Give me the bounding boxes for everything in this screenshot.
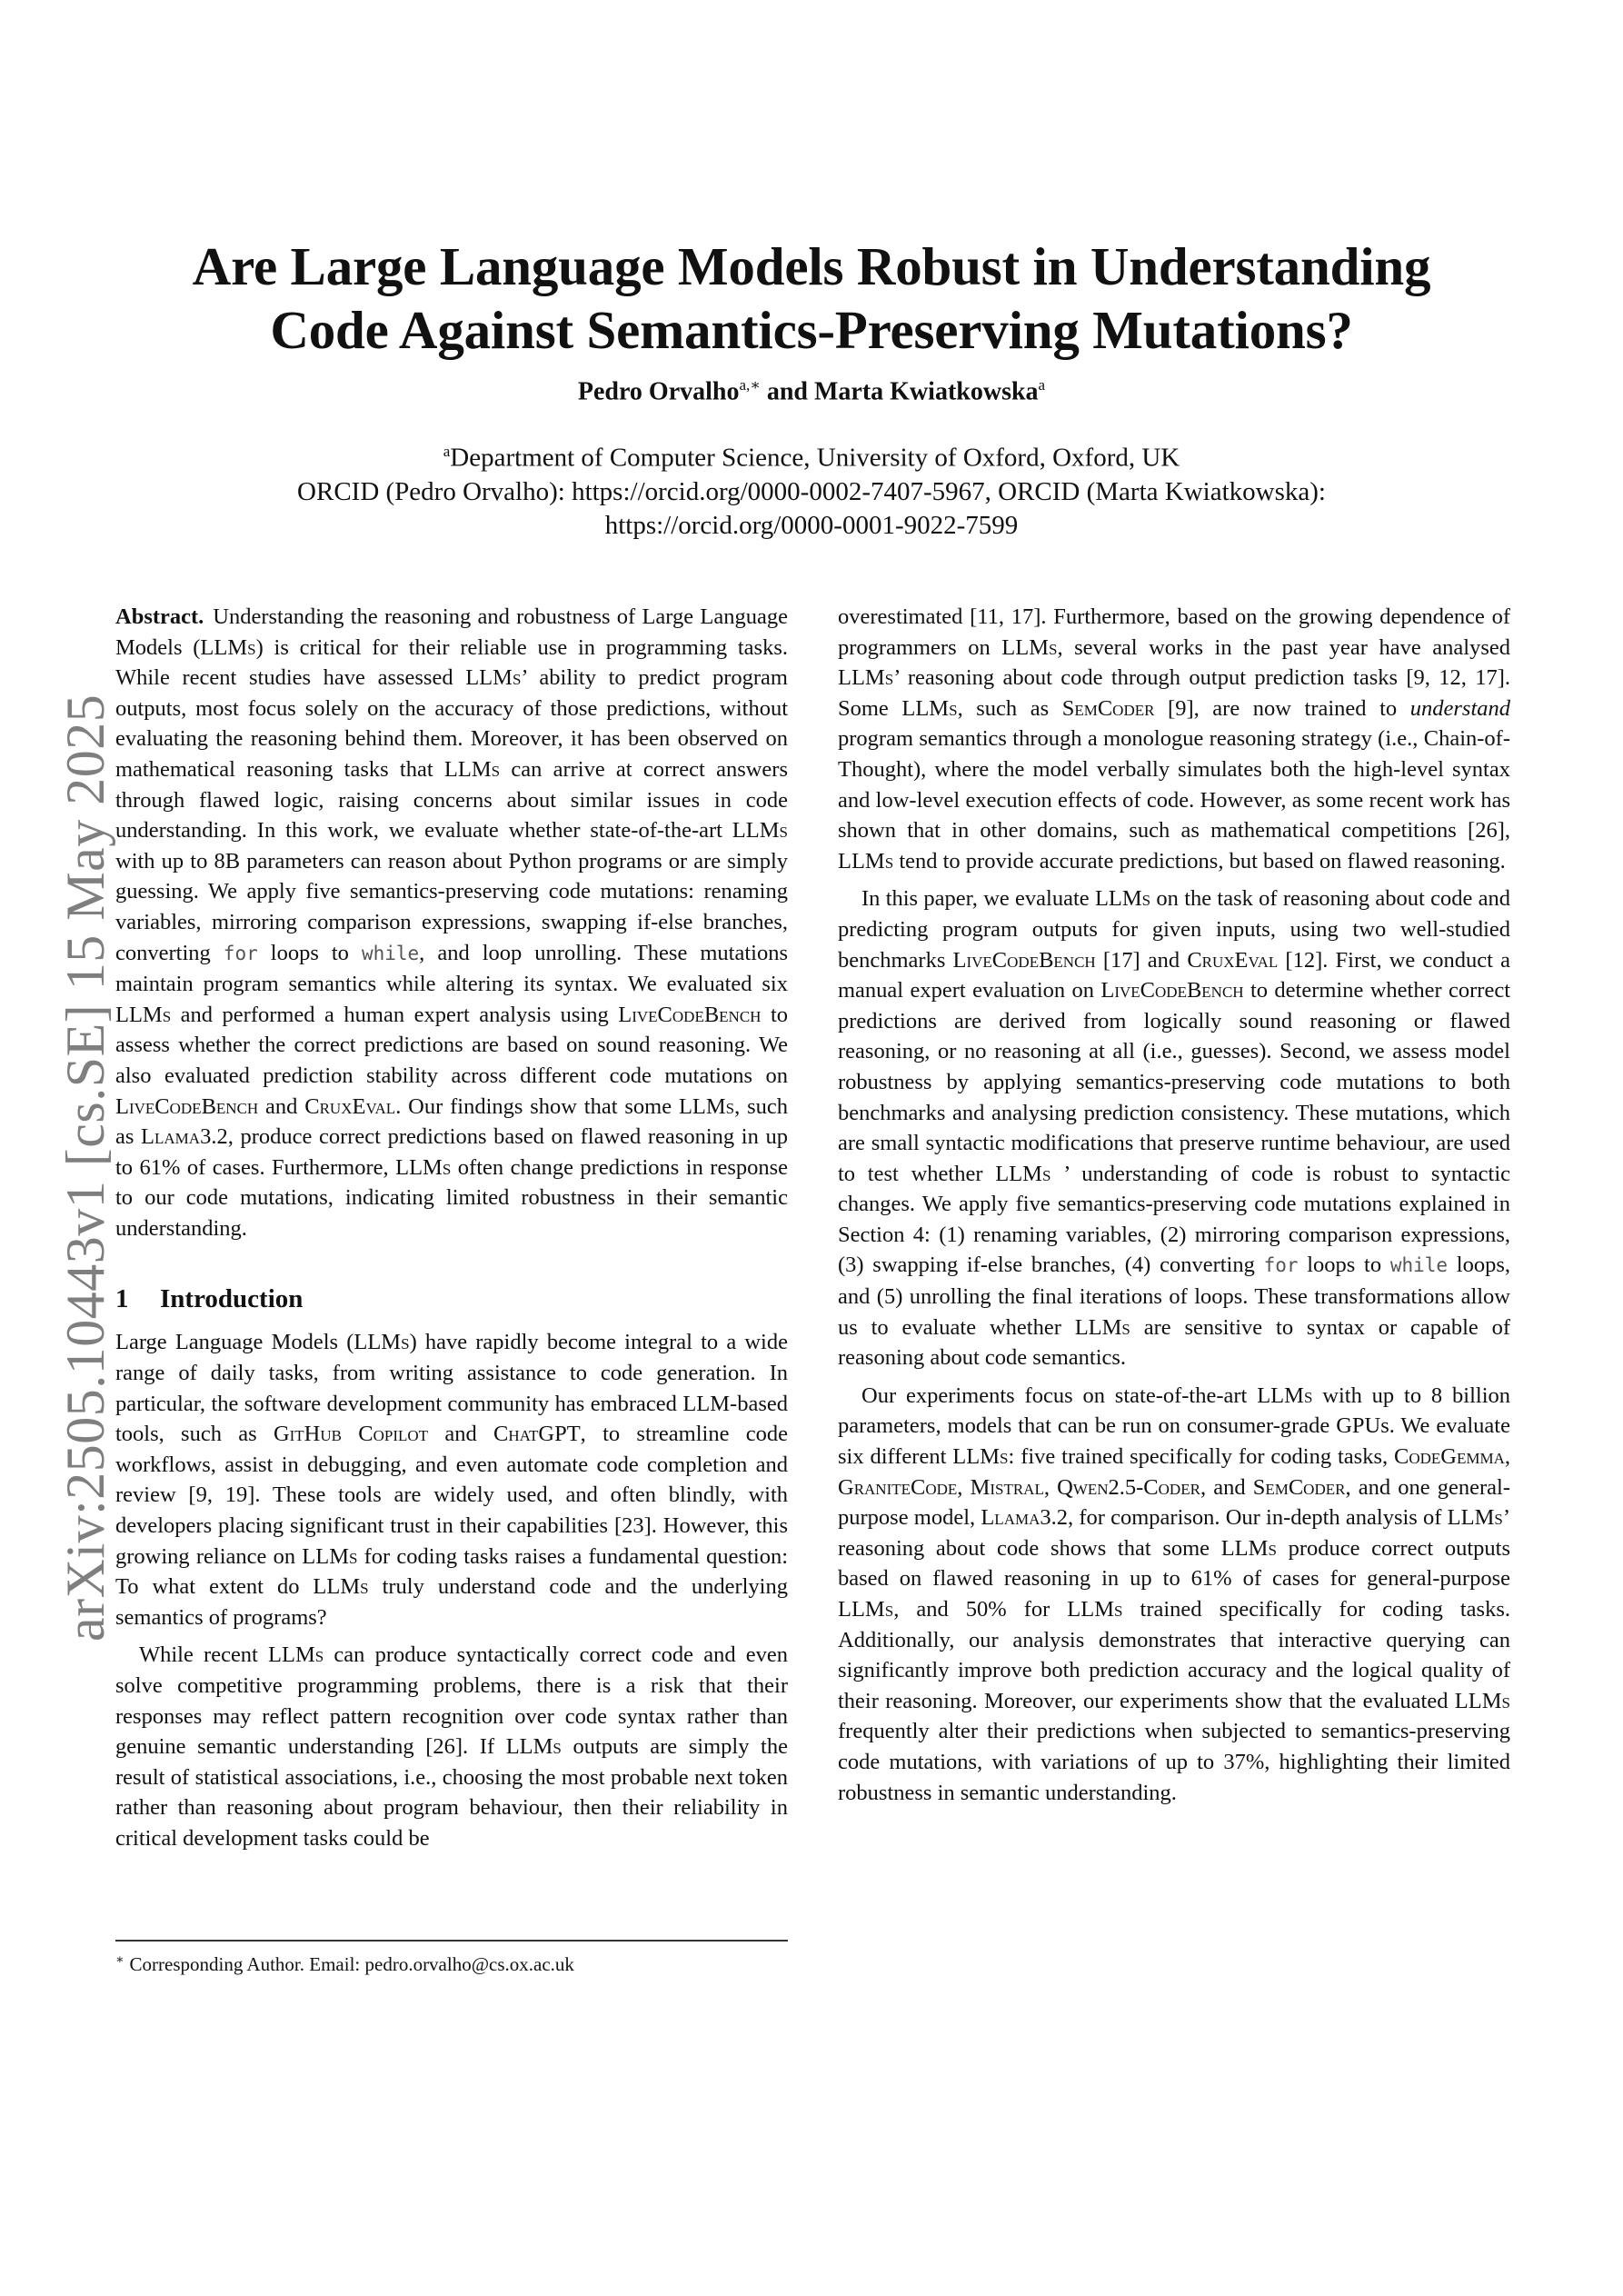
right-paragraph-2 [838,883,1510,1373]
benchmark-name: CruxEval [304,1093,396,1119]
affiliation [127,434,1496,475]
body-text: overestimated [11, 17]. Furthermore, based on the growing dependence of programmers on LLM [838,604,1510,660]
benchmark-name: LiveCodeBench [1100,978,1244,1003]
body-text: In this paper, we evaluate LLM [861,886,1142,912]
body-text: , such as [957,695,1062,721]
model-name: CodeGemma [1394,1444,1505,1470]
author-1-affil-mark: a,∗ [739,376,761,394]
body-text: , and 50% for LLM [893,1597,1115,1622]
body-text: trained specifically for coding tasks. Additionally, our analysis demonstrates that interactive querying can significantly improve both prediction accuracy and the logical quality of their reasoning. Moreover, our experiments show that the evaluated LLM [838,1597,1510,1713]
abstract-text: . Our findings show that some LLM [395,1093,726,1119]
code-while: while [1389,1254,1449,1277]
body-text: s [884,665,894,691]
model-name: Llama [141,1124,201,1150]
abstract-text: can arrive at correct answers through flawed logic, raising concerns about similar issues in code understanding. In this work, we evaluate whether state-of-the-art LLM [115,756,789,844]
body-text: s [314,1642,324,1668]
tool-name: ChatGPT [493,1422,581,1447]
body-text: frequently alter their predictions when subjected to semantics-preserving code mutations, with variations of up to 37%, highlighting their limited robustness in semantic understanding. [838,1719,1510,1805]
body-text: and [428,1422,493,1447]
benchmark-name: CruxEval [1187,947,1279,973]
code-while: while [361,942,420,964]
body-text: s [1041,1161,1051,1186]
body-text: s [1268,1535,1277,1561]
abstract [115,602,788,1243]
body-text: s [553,1734,562,1760]
body-text: on the task of reasoning about code and predicting program outputs for given inputs, using two well-studied benchmarks [838,886,1510,973]
abstract-text: and [258,1093,305,1119]
right-paragraph-3 [838,1381,1510,1808]
body-text: s [884,1597,894,1622]
body-text: loops, and (5) unrolling the final iterations of loops. These transformations allow us to evaluate whether LLM [838,1253,1510,1340]
title-line-1: Are Large Language Models Robust in Understanding [192,236,1431,296]
model-name: SemCoder [1061,695,1155,721]
model-name: SemCoder [1252,1474,1346,1500]
affiliation-block [127,434,1496,543]
abstract-text: s [779,818,788,844]
body-text: [9], are now trained to [1154,695,1410,721]
body-text: truly understand code and the underlying semantics of programs? [115,1574,788,1630]
body-text: tend to provide accurate predictions, but based on flawed reasoning. [893,848,1506,873]
body-text: s [949,695,958,721]
body-text: s [360,1574,369,1600]
body-text: s [1048,634,1058,660]
model-name: Mistral [970,1474,1044,1500]
author-line [127,376,1496,406]
model-name: Llama [981,1505,1041,1531]
abstract-text: 3.2, produce correct predictions based on flawed reasoning in up to 61% of cases. Furthermore, LLM [115,1124,788,1180]
body-text: Large Language Models (LLM [115,1330,402,1355]
body-text: to determine whether correct predictions are derived from logically sound reasoning or flawed reasoning, or no reasoning at all (i.e., guesses). Second, we assess model robustness by applying semantics-preserving code mutations to both benchmarks and analysing prediction consistency. These mutations, which are small syntactic modifications that preserve runtime behaviour, are used to test whether LLM [838,978,1510,1186]
footnote-text: Corresponding Author. Email: pedro.orvalho@cs.ox.ac.uk [129,1953,574,1975]
author-join: and [760,377,814,406]
abstract-text: ’ ability to predict program outputs, most focus solely on the accuracy of those predictions, without evaluating the reasoning behind them. Moreover, it has been observed on mathematical reasoning tasks that LLM [115,665,788,782]
body-text: are sensitive to syntax or capable of reasoning about code semantics. [838,1314,1510,1371]
author-1: Pedro Orvalho [577,377,740,406]
body-text: , [957,1474,971,1500]
body-text: s [348,1543,358,1569]
model-name: Qwen2.5-Coder [1057,1474,1200,1500]
abstract-text: s [162,1002,172,1027]
body-text: can produce syntactically correct code and even solve competitive programming problems, there is a risk that their responses may reflect pattern recognition over code syntax rather than genuine semantic understanding [26]. If LLM [115,1642,789,1760]
section-number: 1 [115,1284,129,1314]
body-text: ) have rapidly become integral to a wide range of daily tasks, from writing assistance to code generation. In particular, the software development community has embraced LLM-based tools, such as [115,1330,788,1447]
abstract-text: s [725,1093,735,1119]
body-text: s [1114,1597,1123,1622]
affiliation-text: Department of Computer Science, University of Oxford, Oxford, UK [450,443,1180,473]
left-column [115,602,788,1854]
footnote-rule [115,1940,788,1942]
emphasis-understand: understand [1409,695,1510,721]
body-text: program semantics through a monologue reasoning strategy (i.e., Chain-of-Thought), where the model verbally simulates both the high-level syntax and low-level execution effects of code. However, as some recent work has shown that in other domains, such as mathematical competitions [26], LLM [838,726,1510,873]
abstract-text: , such as [115,1093,788,1150]
footnote [115,1952,788,1976]
abstract-text: s [491,756,501,782]
body-text: s [1501,1688,1510,1713]
abstract-text: loops to [257,940,362,965]
code-for: for [1263,1254,1299,1277]
body-text: with up to 8 billion parameters, models that can be run on consumer-grade GPUs. We evaluate six different LLM [838,1383,1510,1470]
section-heading [115,1283,788,1314]
body-text: : five trained specifically for coding tasks, [1008,1444,1395,1470]
orcid-line-2: https://orcid.org/0000-0001-9022-7599 [604,510,1019,540]
body-text: s [1494,1505,1503,1531]
affiliation-mark: a [443,443,451,460]
abstract-text: , and loop unrolling. These mutations maintain program semantics while altering its syntax. We evaluated six LLM [115,940,788,1027]
body-text: , to streamline code workflows, assist in debugging, and even automate code completion and review [9, 19]. These tools are widely used, and often blindly, with developers placing significant trust in their capabilities [23]. However, this growing reliance on LLM [115,1422,788,1569]
body-text: produce correct outputs based on flawed reasoning in up to 61% of cases for general-purpose LLM [838,1535,1510,1622]
abstract-text: s [442,1154,452,1180]
abstract-text: to assess whether the correct predictions are based on sound reasoning. We also evaluated prediction stability across different code mutations on [115,1002,788,1088]
body-text: s [1141,886,1151,912]
body-text: outputs are simply the result of statistical associations, i.e., choosing the most probable next token rather than reasoning about program behaviour, then their reliability in critical development tasks could be [115,1734,788,1851]
intro-paragraph-2 [115,1640,788,1853]
intro-paragraph-1 [115,1327,788,1632]
author-2-affil-mark: a [1038,376,1046,394]
footnote-mark: ∗ [115,1953,124,1967]
body-text: , and one general-purpose model, [838,1474,1511,1531]
body-text: [12]. First, we conduct a manual expert evaluation on [838,947,1510,1003]
right-paragraph-1 [838,602,1510,876]
benchmark-name: LiveCodeBench [115,1093,259,1119]
body-text: loops to [1298,1253,1390,1278]
abstract-text: s [247,634,256,660]
model-name: GraniteCode [838,1474,958,1500]
abstract-text: s [512,665,522,691]
abstract-text: often change predictions in response to our code mutations, indicating limited robustness in their semantic understanding. [115,1154,789,1241]
orcid-line-1: ORCID (Pedro Orvalho): https://orcid.org/0000-0002-7407-5967, ORCID (Marta Kwiatkowska): [297,476,1326,506]
abstract-text: with up to 8B parameters can reason about Python programs or are simply guessing. We apply five semantics-preserving code mutations: renaming variables, mirroring comparison expressions, swapping if-else branches, converting [115,848,788,965]
body-text: While recent LLM [139,1642,315,1668]
body-text: Our experiments focus on state-of-the-art LLM [861,1383,1304,1408]
body-text: for coding tasks raises a fundamental question: To what extent do LLM [115,1543,788,1600]
body-text: s [1303,1383,1313,1408]
title-line-2: Code Against Semantics-Preserving Mutations? [270,300,1353,360]
paper-title [127,235,1496,362]
body-text: ’ reasoning about code shows that some LLM [838,1505,1510,1561]
body-text: , several works in the past year have analysed LLM [838,634,1510,691]
benchmark-name: LiveCodeBench [952,947,1096,973]
body-text: , and [1200,1474,1253,1500]
body-text: ’ understanding of code is robust to syntactic changes. We apply five semantics-preserving code mutations explained in Section 4: (1) renaming variables, (2) mirroring comparison expressions, (3) swapping if-else branches, (4) converting [838,1161,1511,1278]
arxiv-stamp: arXiv:2505.10443v1 [cs.SE] 15 May 2025 [55,694,115,1642]
tool-name: GitHub Copilot [273,1422,429,1447]
abstract-label: Abstract. [115,604,204,629]
body-text: s [1121,1314,1130,1340]
body-text: s [884,848,894,873]
abstract-text: ) is critical for their reliable use in programming tasks. While recent studies have assessed LLM [115,634,789,691]
abstract-text: Understanding the reasoning and robustness of Large Language Models (LLM [115,604,788,660]
section-title: Introduction [160,1284,304,1314]
benchmark-name: LiveCodeBench [618,1002,762,1027]
body-text: s [1000,1444,1009,1470]
code-for: for [223,942,258,964]
body-text: , [1043,1474,1058,1500]
body-text: 3.2, for comparison. Our in-depth analysis of LLM [1040,1505,1495,1531]
body-text: ’ reasoning about code through output prediction tasks [9, 12, 17]. Some LLM [838,665,1510,721]
abstract-text: and performed a human expert analysis using [171,1002,619,1027]
body-text: s [401,1330,410,1355]
body-text: [17] and [1095,947,1188,973]
right-column [838,602,1510,1808]
body-text: , [1504,1444,1511,1470]
author-2: Marta Kwiatkowska [814,377,1039,406]
